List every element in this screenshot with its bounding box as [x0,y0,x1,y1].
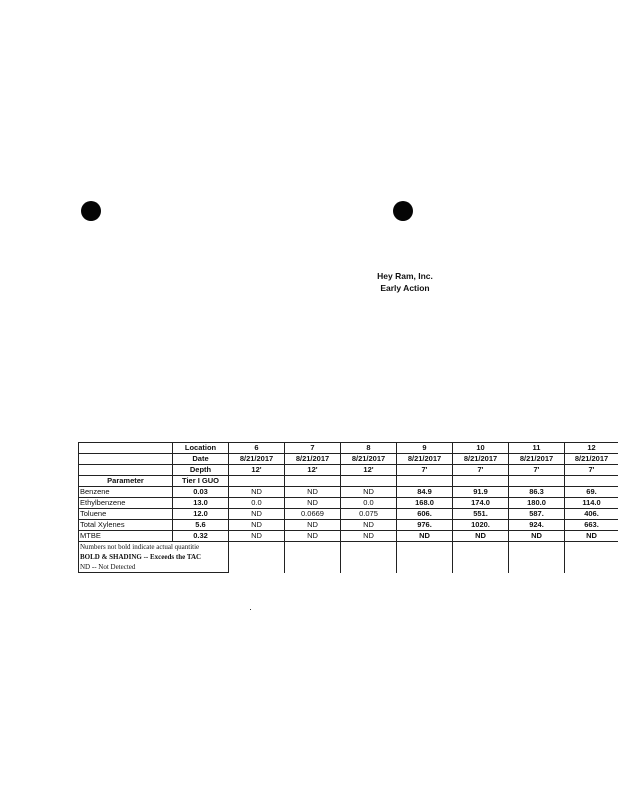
location-cell: 9 [397,443,453,454]
criteria-value: 13.0 [173,498,229,509]
note-text: ND -- Not Detected [79,562,229,573]
note-text: Numbers not bold indicate actual quantitie [79,542,229,553]
result-value: 84.9 [397,487,453,498]
empty-cell [341,562,397,573]
date-cell: 8/21/2017 [453,454,509,465]
empty-cell [285,552,341,562]
result-value: 168.0 [397,498,453,509]
result-value: 0.075 [341,509,397,520]
empty-cell [79,454,173,465]
date-row [79,454,618,465]
punch-hole-left [81,201,101,221]
empty-cell [229,562,285,573]
parameter-label: Parameter [79,476,173,487]
depth-cell: 12' [341,465,397,476]
result-value: ND [229,487,285,498]
criteria-value: 0.32 [173,531,229,542]
empty-cell [285,562,341,573]
result-value: ND [285,520,341,531]
result-value: 551. [453,509,509,520]
result-value: ND [341,520,397,531]
empty-cell [397,476,453,487]
result-value: 663. [565,520,618,531]
note-row [79,552,618,562]
parameter-header-row [79,476,618,487]
parameter-row [79,498,618,509]
empty-cell [79,465,173,476]
result-value: 86.3 [509,487,565,498]
empty-cell [397,542,453,553]
empty-cell [229,542,285,553]
empty-cell [285,476,341,487]
empty-cell [453,542,509,553]
depth-cell: 12' [229,465,285,476]
criteria-value: 5.6 [173,520,229,531]
result-value: ND [285,487,341,498]
location-cell: 8 [341,443,397,454]
parameter-name: Benzene [79,487,173,498]
results-table [78,442,618,573]
depth-cell: 12' [285,465,341,476]
date-cell: 8/21/2017 [341,454,397,465]
result-value: 0.0669 [285,509,341,520]
empty-cell [285,542,341,553]
note-text: BOLD & SHADING -- Exceeds the TAC [79,552,229,562]
parameter-row [79,520,618,531]
date-cell: 8/21/2017 [565,454,618,465]
company-name: Hey Ram, Inc. [377,271,433,281]
empty-cell [565,552,618,562]
result-value: ND [509,531,565,542]
empty-cell [453,552,509,562]
empty-cell [565,476,618,487]
result-value: ND [341,531,397,542]
location-cell: 10 [453,443,509,454]
depth-cell: 7' [565,465,618,476]
note-row [79,542,618,553]
parameter-name: Ethylbenzene [79,498,173,509]
depth-label: Depth [173,465,229,476]
result-value: ND [229,531,285,542]
empty-cell [229,476,285,487]
empty-cell [397,562,453,573]
result-value: 174.0 [453,498,509,509]
location-cell: 12 [565,443,618,454]
note-row [79,562,618,573]
empty-cell [509,476,565,487]
result-value: ND [285,531,341,542]
result-value: 0.0 [229,498,285,509]
date-label: Date [173,454,229,465]
result-value: 0.0 [341,498,397,509]
date-cell: 8/21/2017 [285,454,341,465]
criteria-value: 12.0 [173,509,229,520]
result-value: 114.0 [565,498,618,509]
depth-row [79,465,618,476]
location-row [79,443,618,454]
date-cell: 8/21/2017 [229,454,285,465]
empty-cell [397,552,453,562]
empty-cell [509,542,565,553]
empty-cell [79,443,173,454]
depth-cell: 7' [397,465,453,476]
report-subtitle: Early Action [380,283,430,293]
result-value: 180.0 [509,498,565,509]
parameter-name: Toluene [79,509,173,520]
parameter-name: MTBE [79,531,173,542]
result-value: ND [341,487,397,498]
scan-speck [250,609,251,610]
result-value: 587. [509,509,565,520]
depth-cell: 7' [509,465,565,476]
date-cell: 8/21/2017 [509,454,565,465]
date-cell: 8/21/2017 [397,454,453,465]
location-label: Location [173,443,229,454]
result-value: 91.9 [453,487,509,498]
result-value: 606. [397,509,453,520]
result-value: ND [453,531,509,542]
empty-cell [229,552,285,562]
result-value: 1020. [453,520,509,531]
result-value: 69. [565,487,618,498]
result-value: ND [285,498,341,509]
location-cell: 11 [509,443,565,454]
location-cell: 6 [229,443,285,454]
result-value: ND [397,531,453,542]
result-value: ND [565,531,618,542]
punch-hole-right [393,201,413,221]
criteria-label: Tier I GUO [173,476,229,487]
result-value: ND [229,520,285,531]
empty-cell [565,562,618,573]
empty-cell [509,552,565,562]
empty-cell [453,562,509,573]
depth-cell: 7' [453,465,509,476]
parameter-name: Total Xylenes [79,520,173,531]
empty-cell [341,476,397,487]
empty-cell [341,552,397,562]
empty-cell [509,562,565,573]
parameter-row [79,487,618,498]
empty-cell [453,476,509,487]
criteria-value: 0.03 [173,487,229,498]
result-value: ND [229,509,285,520]
parameter-row [79,509,618,520]
empty-cell [341,542,397,553]
results-table-body [79,443,618,573]
location-cell: 7 [285,443,341,454]
parameter-row [79,531,618,542]
result-value: 406. [565,509,618,520]
result-value: 976. [397,520,453,531]
result-value: 924. [509,520,565,531]
empty-cell [565,542,618,553]
